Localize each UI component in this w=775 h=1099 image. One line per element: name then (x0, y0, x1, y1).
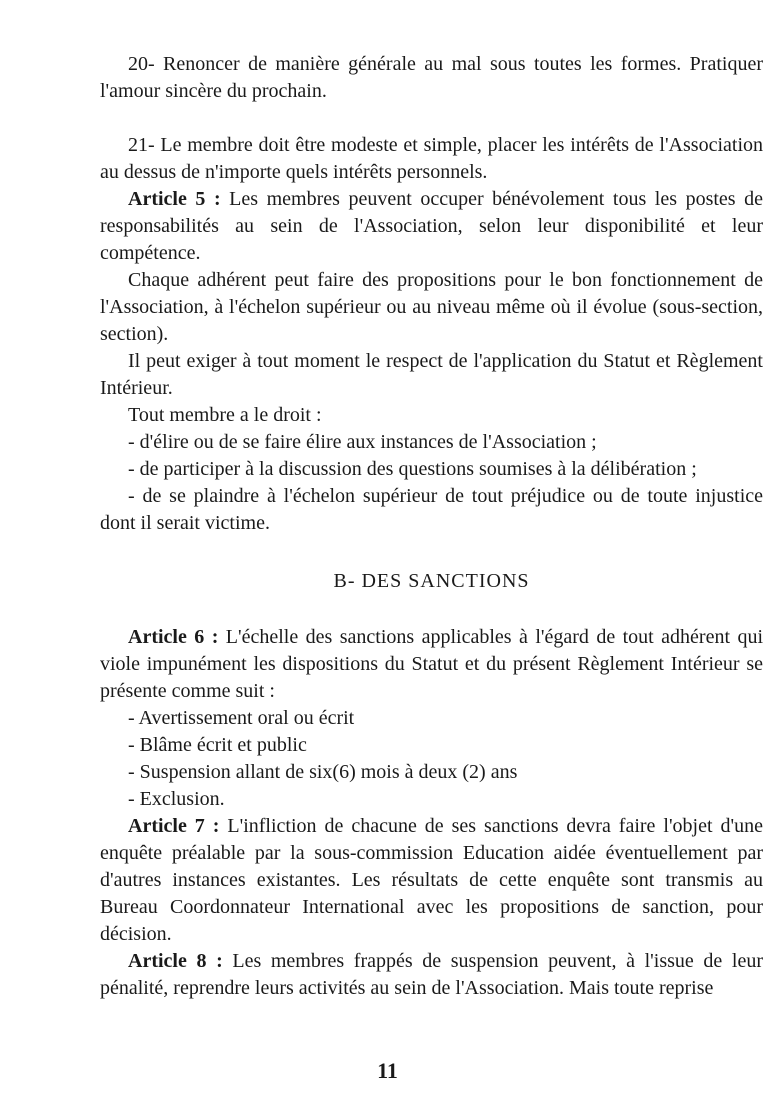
rights-item: - d'élire ou de se faire élire aux instances de l'Association ; (128, 431, 597, 453)
item-21: 21- Le membre doit être modeste et simple, placer les intérêts de l'Association au dessus de n'importe quels intérêts personnels. (100, 134, 763, 183)
sanction-item: - Suspension allant de six(6) mois à deux (2) ans (128, 761, 518, 783)
paragraph-respect: Il peut exiger à tout moment le respect de l'application du Statut et Règlement Intérieur. (100, 350, 763, 399)
article-5-label: Article 5 : (128, 188, 221, 210)
rights-item: - de se plaindre à l'échelon supérieur de tout préjudice ou de toute injustice dont il serait victime. (100, 485, 763, 534)
item-20: 20- Renoncer de manière générale au mal sous toutes les formes. Pratiquer l'amour sincère du prochain. (100, 53, 763, 102)
page-number: 11 (377, 1058, 398, 1083)
article-6-text: L'échelle des sanctions applicables à l'égard de tout adhérent qui viole impunément les dispositions du Statut et du présent Règlement Intérieur se présente comme suit : (100, 626, 764, 702)
article-7-text: L'infliction de chacune de ses sanctions devra faire l'objet d'une enquête préalable par la sous-commission Education aidée éventuellement par d'autres instances existantes. Les résultats de cette enquête sont transmis au Bureau Coordonnateur International avec les propositions de sanction, pour décision. (100, 815, 763, 945)
article-6-label: Article 6 : (128, 626, 219, 648)
section-heading: B- DES SANCTIONS (333, 570, 530, 592)
spacer (100, 105, 763, 132)
article-8-text: Les membres frappés de suspension peuvent, à l'issue de leur pénalité, reprendre leurs activités au sein de l'Association. Mais toute reprise (100, 950, 763, 999)
sanction-item: - Blâme écrit et public (128, 734, 307, 756)
paragraph-proposals: Chaque adhérent peut faire des propositions pour le bon fonctionnement de l'Association, à l'échelon supérieur ou au niveau même où il évolue (sous-section, section). (100, 269, 763, 345)
article-8 (100, 948, 763, 1002)
article-5-text: Les membres peuvent occuper bénévolement tous les postes de responsabilités au sein de l'Association, selon leur disponibilité et leur compétence. (100, 188, 763, 264)
article-5 (100, 186, 763, 267)
paragraph-rights-intro: Tout membre a le droit : (128, 404, 322, 426)
sanction-item: - Exclusion. (128, 788, 225, 810)
rights-item: - de participer à la discussion des questions soumises à la délibération ; (128, 458, 697, 480)
article-8-label: Article 8 : (128, 950, 223, 972)
article-7-label: Article 7 : (128, 815, 220, 837)
article-7 (100, 813, 763, 948)
sanction-item: - Avertissement oral ou écrit (128, 707, 355, 729)
article-6 (100, 624, 763, 705)
